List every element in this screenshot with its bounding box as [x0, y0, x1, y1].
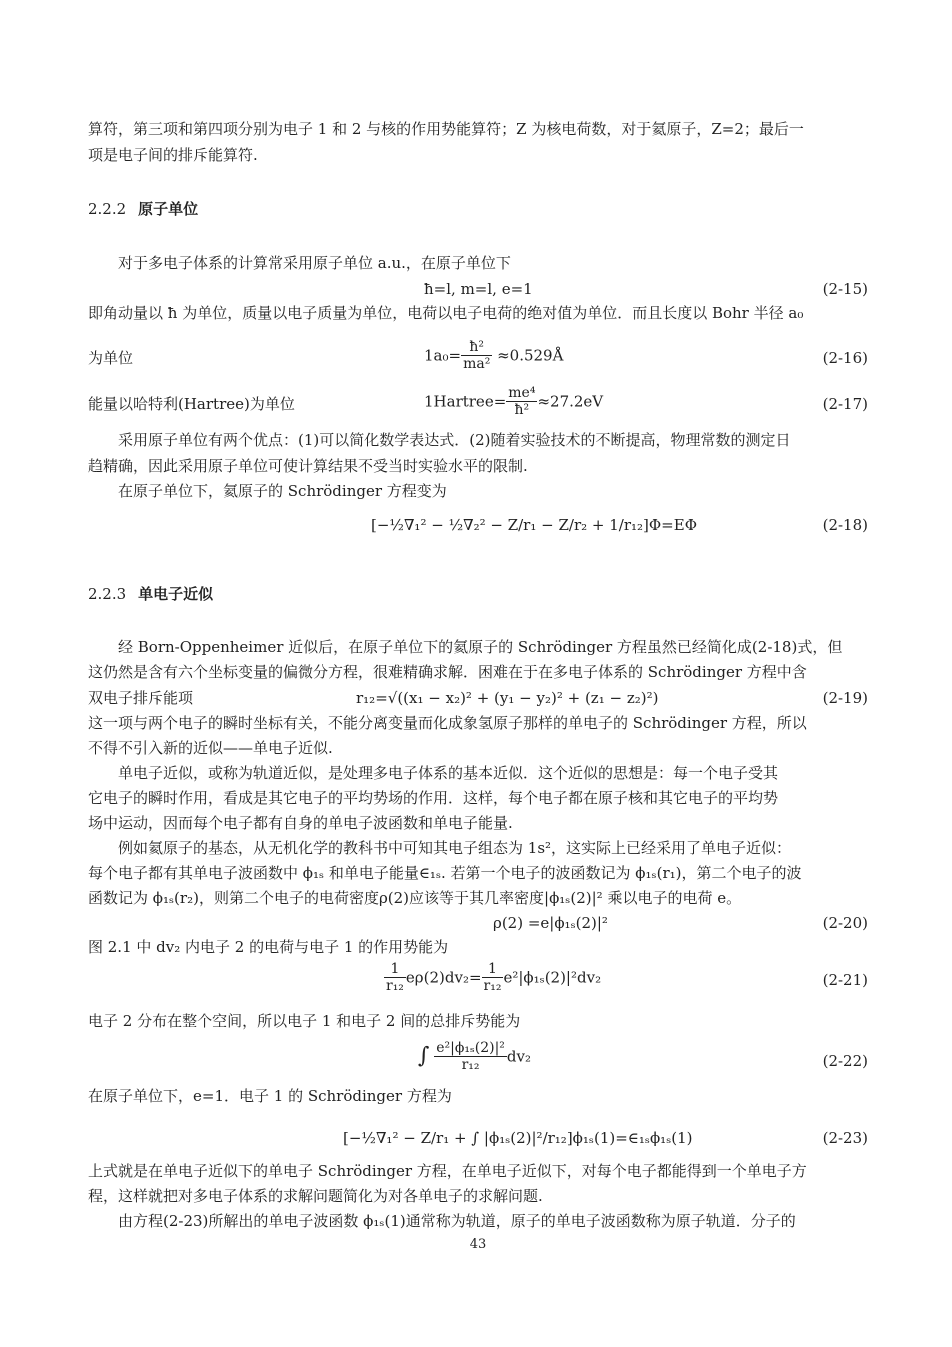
page-number: 43 [469, 1237, 487, 1252]
paragraph-line: 上式就是在单电子近似下的单电子 Schrödinger 方程，在单电子近似下，对每个电子都能得到一个单电子方 [88, 1162, 807, 1180]
equation-number: (2-18) [822, 516, 868, 534]
equation-body: 1Hartree= $\frac{\text{me⁴}}{\text{ħ²}}$ ≈27.2eV [424, 385, 604, 418]
paragraph-line: 图 2.1 中 dv₂ 内电子 2 的电荷与电子 1 的作用势能为 [88, 938, 449, 956]
section-title: 单电子近似 [138, 585, 214, 603]
paragraph-line: 每个电子都有其单电子波函数中 ϕ₁ₛ 和单电子能量∈₁ₛ. 若第一个电子的波函数记为 ϕ₁ₛ(r₁)，第二个电子的波 [88, 864, 802, 882]
paragraph-line: 这仍然是含有六个坐标变量的偏微分方程，很难精确求解．困难在于在多电子体系的 Schrödinger 方程中含 [88, 663, 807, 681]
paragraph-line: 由方程(2-23)所解出的单电子波函数 ϕ₁ₛ(1)通常称为轨道，原子的单电子波函数称为原子轨道．分子的 [118, 1212, 796, 1230]
paragraph-line: 在原子单位下，氦原子的 Schrödinger 方程变为 [118, 482, 447, 500]
equation-2-18 [88, 512, 868, 542]
equation-number: (2-20) [822, 914, 868, 932]
section-heading-2-2-3 [88, 581, 868, 607]
paragraph-line: 在原子单位下，e=1．电子 1 的 Schrödinger 方程为 [88, 1087, 452, 1105]
paragraph-line: 场中运动，因而每个电子都有自身的单电子波函数和单电子能量. [88, 814, 513, 832]
paragraph-line: 项是电子间的排斥能算符. [88, 146, 258, 164]
fraction: $\frac{\text{me⁴}}{\text{ħ²}}$ [508, 385, 536, 418]
paragraph-line: 单电子近似，或称为轨道近似，是处理多电子体系的基本近似．这个近似的思想是：每一个电子受其 [118, 764, 779, 782]
paragraph-line: 程，这样就把对多电子体系的求解问题简化为对各单电子的求解问题. [88, 1187, 543, 1205]
equation-number: (2-19) [822, 689, 868, 707]
equation-2-23 [88, 1125, 868, 1155]
section-heading-2-2-2 [88, 196, 868, 222]
equation-lead-text: 为单位 [88, 349, 134, 367]
paragraph-line: 它电子的瞬时作用，看成是其它电子的平均势场的作用．这样，每个电子都在原子核和其它电子的平均势 [88, 789, 779, 807]
equation-number: (2-16) [822, 349, 868, 367]
fraction: $\frac{1}{\text{r₁₂}}$ [483, 961, 502, 994]
paragraph-line: 对于多电子体系的计算常采用原子单位 a.u.，在原子单位下 [118, 254, 511, 272]
paragraph-line: 经 Born-Oppenheimer 近似后，在原子单位下的氦原子的 Schrödinger 方程虽然已经简化成(2-18)式，但 [118, 638, 843, 656]
paragraph-line: 算符，第三项和第四项分别为电子 1 和 2 与核的作用势能算符；Z 为核电荷数，对于氦原子，Z=2；最后一 [88, 120, 804, 138]
equation-lead-text: 双电子排斥能项 [88, 689, 194, 707]
section-number: 2.2.2 [88, 200, 127, 218]
paragraph-line: 电子 2 分布在整个空间，所以电子 1 和电子 2 间的总排斥势能为 [88, 1012, 521, 1030]
equation-2-16 [88, 339, 868, 379]
equation-body: ∫ $\frac{\text{e²|ϕ₁ₛ(2)|²}}{\text{r₁₂}}$ dv₂ [418, 1040, 531, 1073]
equation-2-17 [88, 385, 868, 425]
equation-body: ħ=l, m=l, e=1 [424, 280, 533, 298]
section-title: 原子单位 [138, 200, 199, 218]
paragraph-line: 函数记为 ϕ₁ₛ(r₂)，则第二个电子的电荷密度ρ(2)应该等于其几率密度|ϕ₁ₛ(2)|² 乘以电子的电荷 e。 [88, 889, 742, 907]
fraction: $\frac{\text{ħ²}}{\text{ma²}}$ [463, 339, 491, 372]
equation-body: 1a₀= $\frac{\text{ħ²}}{\text{ma²}}$ ≈0.529Å [424, 339, 564, 372]
fraction: $\frac{\text{e²|ϕ₁ₛ(2)|²}}{\text{r₁₂}}$ [436, 1040, 505, 1073]
equation-2-21 [88, 961, 868, 1001]
equation-body: ρ(2) =e|ϕ₁ₛ(2)|² [493, 914, 608, 932]
equation-number: (2-15) [822, 280, 868, 298]
equation-body: r₁₂=√((x₁ − x₂)² + (y₁ − y₂)² + (z₁ − z₂)²) [356, 689, 659, 707]
equation-body: [−½∇₁² − Z/r₁ + ∫ |ϕ₁ₛ(2)|²/r₁₂]ϕ₁ₛ(1)=∈₁ₛϕ₁ₛ(1) [343, 1129, 693, 1147]
equation-body: [−½∇₁² − ½∇₂² − Z/r₁ − Z/r₂ + 1/r₁₂]Φ=EΦ [371, 516, 697, 534]
equation-number: (2-22) [822, 1052, 868, 1070]
section-number: 2.2.3 [88, 585, 127, 603]
paragraph-line: 不得不引入新的近似——单电子近似. [88, 739, 333, 757]
paragraph-line: 趋精确，因此采用原子单位可使计算结果不受当时实验水平的限制. [88, 457, 528, 475]
equation-body: $\frac{1}{\text{r₁₂}}$ eρ(2)dv₂= $\frac{1}{\text{r₁₂}}$ e²|ϕ₁ₛ(2)|²dv₂ [386, 961, 602, 994]
fraction: $\frac{1}{\text{r₁₂}}$ [386, 961, 404, 994]
paragraph-line: 即角动量以 ħ 为单位，质量以电子质量为单位，电荷以电子电荷的绝对值为单位．而且长度以 Bohr 半径 a₀ [88, 304, 804, 322]
equation-number: (2-17) [822, 395, 868, 413]
equation-number: (2-21) [822, 971, 868, 989]
equation-lead-text: 能量以哈特利(Hartree)为单位 [88, 395, 295, 413]
equation-2-22 [88, 1040, 868, 1084]
paragraph-line: 这一项与两个电子的瞬时坐标有关，不能分离变量而化成象氢原子那样的单电子的 Schrödinger 方程，所以 [88, 714, 807, 732]
paragraph-line: 例如氦原子的基态，从无机化学的教科书中可知其电子组态为 1s²，这实际上已经采用了单电子近似： [118, 839, 792, 857]
paragraph-line: 采用原子单位有两个优点：(1)可以简化数学表达式．(2)随着实验技术的不断提高，物理常数的测定日 [118, 431, 791, 449]
equation-number: (2-23) [822, 1129, 868, 1147]
